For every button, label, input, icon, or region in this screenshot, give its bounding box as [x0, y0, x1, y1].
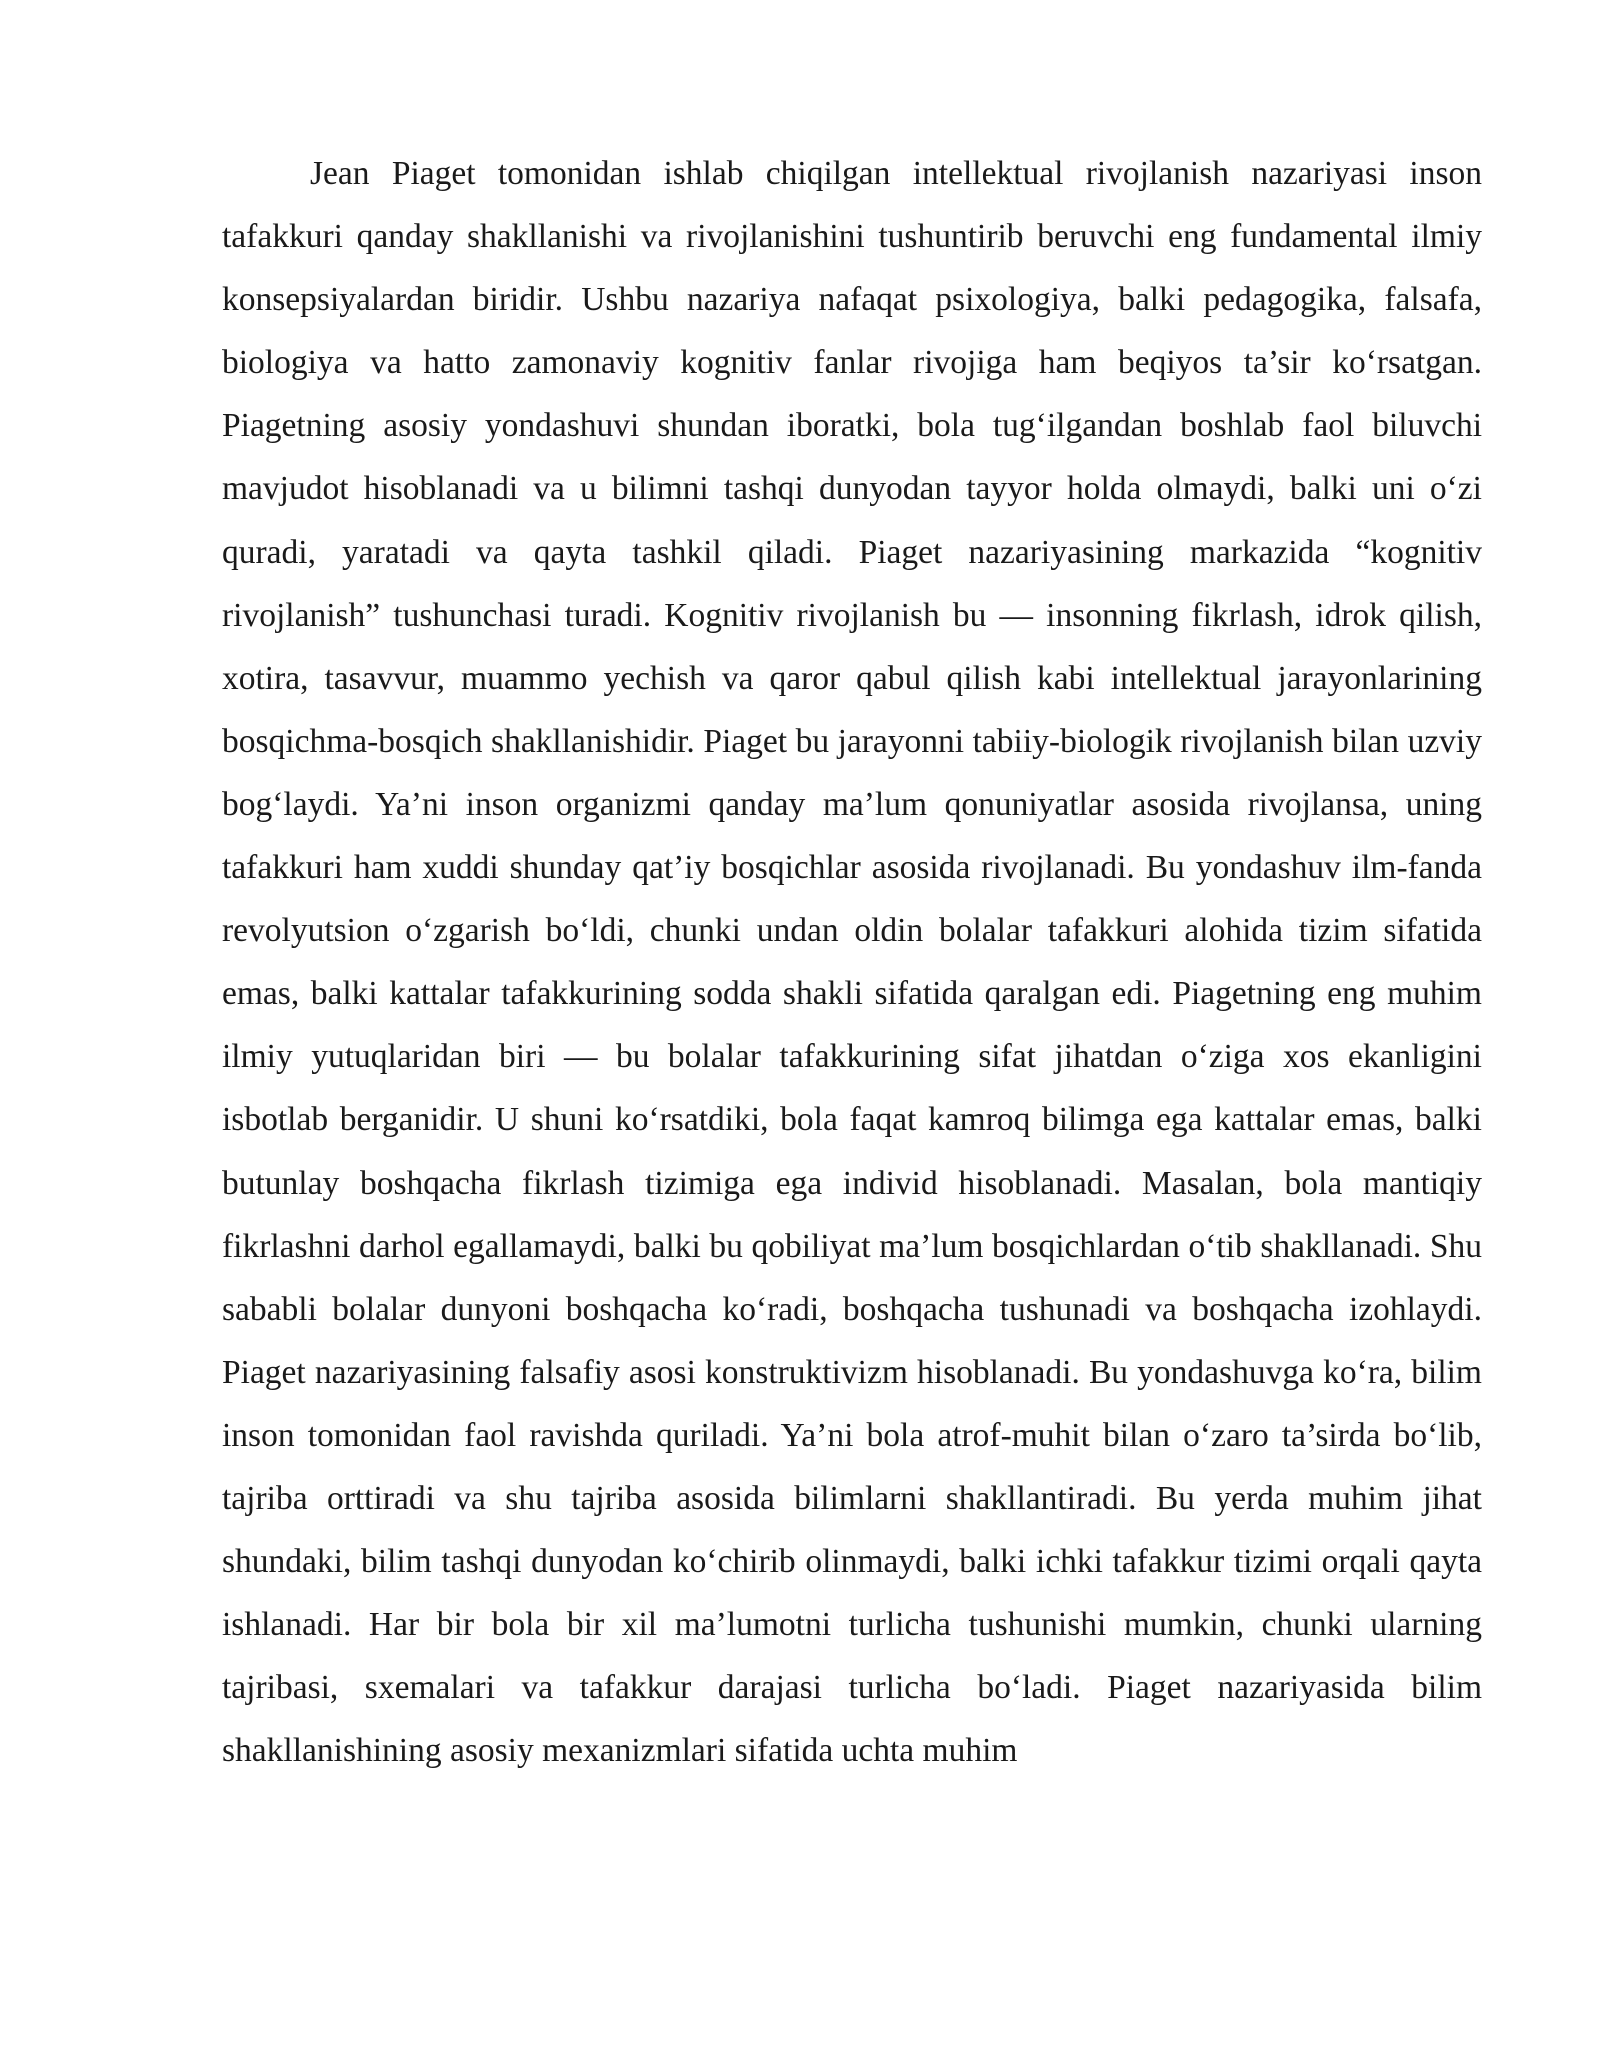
document-page: [222, 142, 1482, 1782]
body-paragraph: Jean Piaget tomonidan ishlab chiqilgan intellektual rivojlanish nazariyasi inson tafakkuri qanday shakllanishi va rivojlanishini tushuntirib beruvchi eng fundamental ilmiy konsepsiyalardan biridir. Ushbu nazariya nafaqat psixologiya, balki pedagogika, falsafa, biologiya va hatto zamonaviy kognitiv fanlar rivojiga ham beqiyos ta’sir ko‘rsatgan. Piagetning asosiy yondashuvi shundan iboratki, bola tug‘ilgandan boshlab faol biluvchi mavjudot hisoblanadi va u bilimni tashqi dunyodan tayyor holda olmaydi, balki uni o‘zi quradi, yaratadi va qayta tashkil qiladi. Piaget nazariyasining markazida “kognitiv rivojlanish” tushunchasi turadi. Kognitiv rivojlanish bu — insonning fikrlash, idrok qilish, xotira, tasavvur, muammo yechish va qaror qabul qilish kabi intellektual jarayonlarining bosqichma-bosqich shakllanishidir. Piaget bu jarayonni tabiiy-biologik rivojlanish bilan uzviy bog‘laydi. Ya’ni inson organizmi qanday ma’lum qonuniyatlar asosida rivojlansa, uning tafakkuri ham xuddi shunday qat’iy bosqichlar asosida rivojlanadi. Bu yondashuv ilm-fanda revolyutsion o‘zgarish bo‘ldi, chunki undan oldin bolalar tafakkuri alohida tizim sifatida emas, balki kattalar tafakkurining sodda shakli sifatida qaralgan edi. Piagetning eng muhim ilmiy yutuqlaridan biri — bu bolalar tafakkurining sifat jihatdan o‘ziga xos ekanligini isbotlab berganidir. U shuni ko‘rsatdiki, bola faqat kamroq bilimga ega kattalar emas, balki butunlay boshqacha fikrlash tizimiga ega individ hisoblanadi. Masalan, bola mantiqiy fikrlashni darhol egallamaydi, balki bu qobiliyat ma’lum bosqichlardan o‘tib shakllanadi. Shu sababli bolalar dunyoni boshqacha ko‘radi, boshqacha tushunadi va boshqacha izohlaydi. Piaget nazariyasining falsafiy asosi konstruktivizm hisoblanadi. Bu yondashuvga ko‘ra, bilim inson tomonidan faol ravishda quriladi. Ya’ni bola atrof-muhit bilan o‘zaro ta’sirda bo‘lib, tajriba orttiradi va shu tajriba asosida bilimlarni shakllantiradi. Bu yerda muhim jihat shundaki, bilim tashqi dunyodan ko‘chirib olinmaydi, balki ichki tafakkur tizimi orqali qayta ishlanadi. Har bir bola bir xil ma’lumotni turlicha tushunishi mumkin, chunki ularning tajribasi, sxemalari va tafakkur darajasi turlicha bo‘ladi. Piaget nazariyasida bilim shakllanishining asosiy mexanizmlari sifatida uchta muhim: [222, 155, 1482, 1770]
